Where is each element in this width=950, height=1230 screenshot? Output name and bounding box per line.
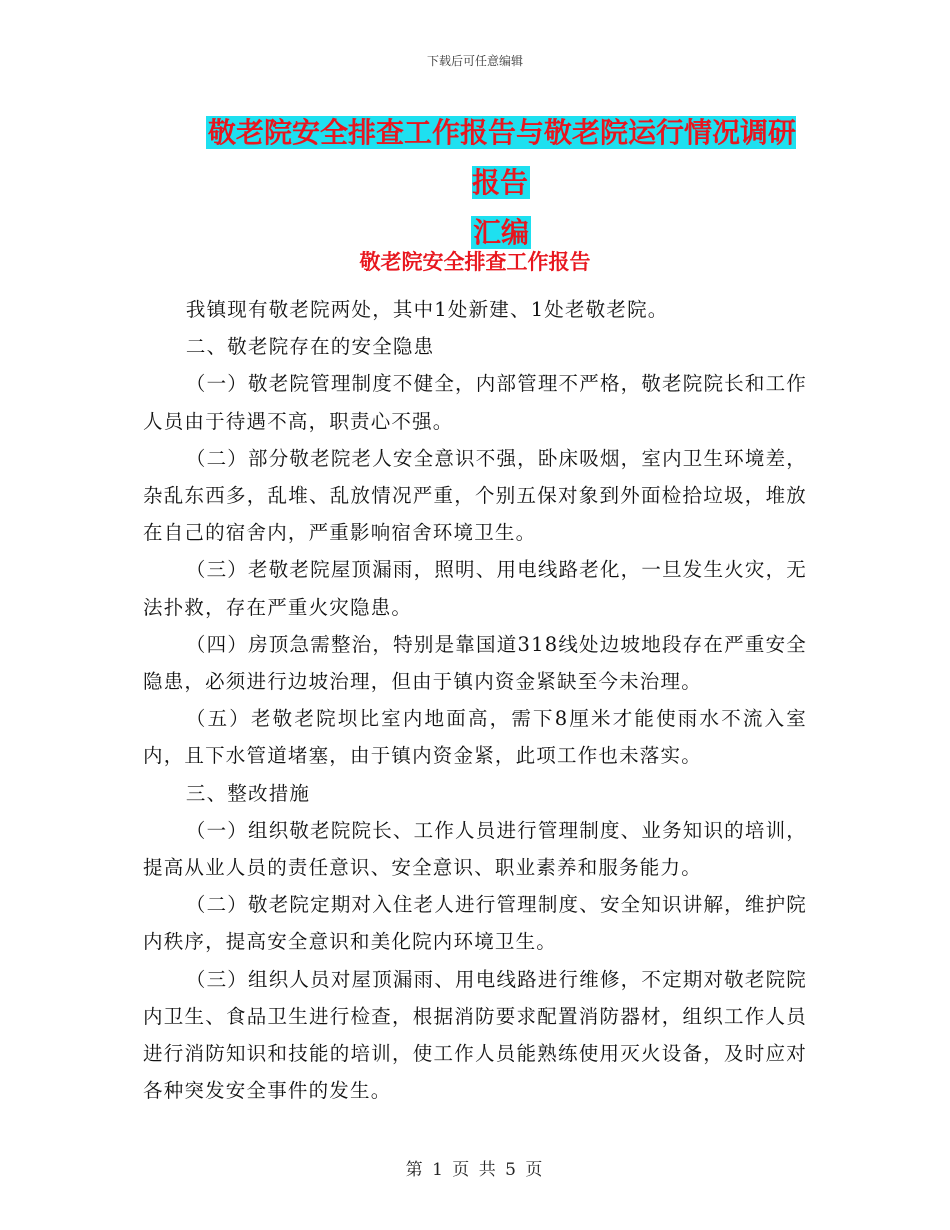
section-heading: 二、敬老院存在的安全隐患: [185, 335, 435, 359]
page-number-footer: 第 1 页 共 5 页: [405, 1160, 545, 1180]
paragraph: （一）组织敬老院院长、工作人员进行管理制度、业务知识的培训，提高从业人员的责任意识、安全意识、职业素养和服务能力。: [143, 818, 807, 880]
section-heading: 三、整改措施: [185, 781, 311, 805]
paragraph: （一）敬老院管理制度不健全，内部管理不严格，敬老院院长和工作人员由于待遇不高，职责心不强。: [143, 372, 807, 433]
paragraph: （三）组织人员对屋顶漏雨、用电线路进行维修，不定期对敬老院院内卫生、食品卫生进行检查，根据消防要求配置消防器材，组织工作人员进行消防知识和技能的培训，使工作人员能熟练使用灭火设备，及时应对各种突发安全事件的发生。: [143, 967, 807, 1103]
document-title-line-1: 敬老院安全排查工作报告与敬老院运行情况调研报告: [207, 116, 796, 199]
paragraph: （三）老敬老院屋顶漏雨，照明、用电线路老化，一旦发生火灾，无法扑救，存在严重火灾隐患。: [143, 558, 807, 619]
paragraph: 我镇现有敬老院两处，其中1处新建、1处老敬老院。: [185, 298, 669, 321]
paragraph: （二）部分敬老院老人安全意识不强，卧床吸烟，室内卫生环境差，杂乱东西多，乱堆、乱放情况严重，个别五保对象到外面检拾垃圾，堆放在自己的宿舍内，严重影响宿舍环境卫生。: [143, 446, 807, 545]
section-title: 敬老院安全排查工作报告: [359, 250, 591, 274]
document-title-line-2: 汇编: [472, 216, 529, 249]
document-title: [196, 108, 806, 258]
paragraph: （二）敬老院定期对入住老人进行管理制度、安全知识讲解，维护院内秩序，提高安全意识和美化院内环境卫生。: [143, 893, 807, 954]
paragraph: （四）房顶急需整治，特别是靠国道318线处边坡地段存在严重安全隐患，必须进行边坡治理，但由于镇内资金紧缺至今未治理。: [143, 632, 807, 694]
paragraph: （五）老敬老院坝比室内地面高，需下8厘米才能使雨水不流入室内，且下水管道堵塞，由于镇内资金紧，此项工作也未落实。: [143, 707, 807, 768]
header-note: 下载后可任意编辑: [426, 54, 523, 68]
document-body: [143, 291, 807, 1109]
